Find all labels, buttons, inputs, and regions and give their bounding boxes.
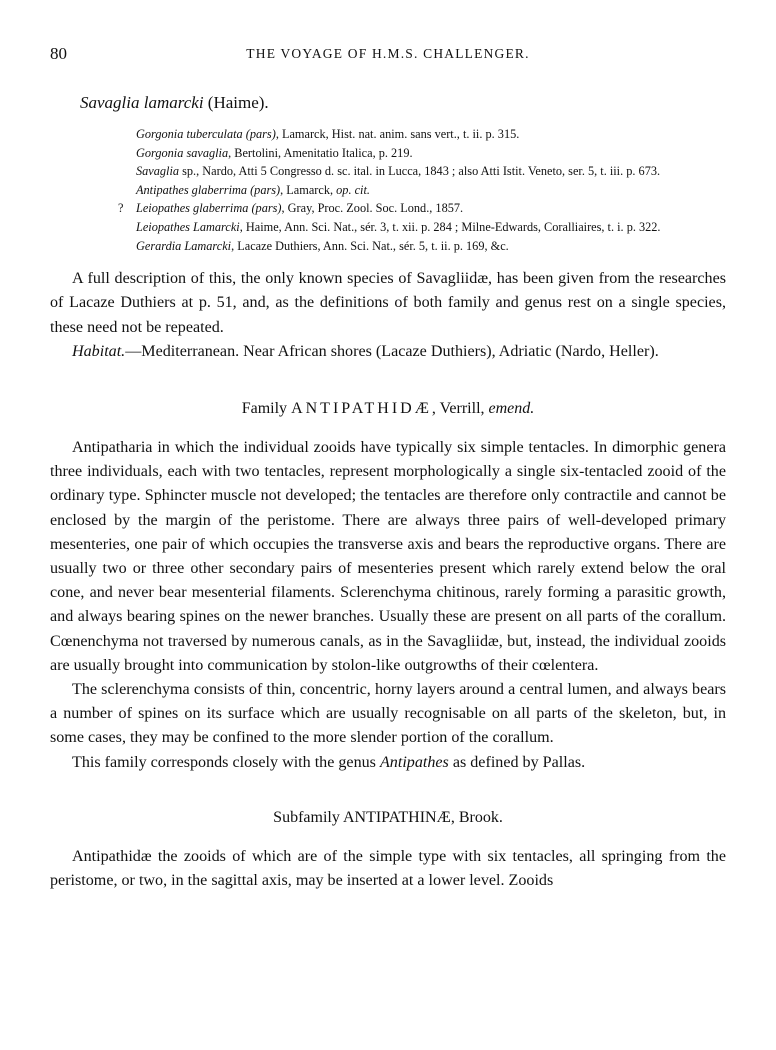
synonymy-citation: , Lamarck, Hist. nat. anim. sans vert., t. ii. p. 315. — [275, 127, 520, 141]
subfamily-body — [50, 845, 726, 893]
synonymy-taxon: Gorgonia savaglia — [136, 145, 229, 160]
synonymy-taxon: Leiopathes glaberrima (pars) — [136, 201, 282, 216]
species-title — [80, 93, 726, 113]
synonymy-taxon: Leiopathes Lamarcki — [136, 219, 240, 234]
synonymy-citation: sp., Nardo, Atti 5 Congresso d. sc. ital. in Lucca, 1843 ; also Atti Istit. Veneto, ser. 5, t. iii. p. 673. — [179, 164, 661, 179]
subfamily-prefix: Subfamily — [273, 808, 340, 826]
family-author: , Verrill, — [431, 399, 485, 417]
description-paragraph: A full description of this, the only known species of Savagliidæ, has been given from the researches of Lacaze Duthiers at p. 51, and, as the definitions of both family and genus rest on a single species, these need not be repeated. — [50, 270, 726, 336]
subfamily-author: , Brook. — [450, 808, 503, 826]
synonymy-citation: , Haime, Ann. Sci. Nat., sér. 3, t. xii. p. 284 ; Milne-Edwards, Coralliaires, t. i. p. 322. — [239, 219, 661, 234]
synonymy-citation: , Lamarck, — [280, 182, 337, 197]
synonymy-list — [118, 125, 726, 255]
subfamily-paragraph-1: Antipathidæ the zooids of which are of the simple type with six tentacles, all springing from the peristome, or two, in the sagittal axis, may be inserted at a lower level. Zooids — [50, 847, 726, 890]
synonymy-taxon: Gorgonia tuberculata (pars) — [136, 127, 276, 141]
family-paragraph-1: Antipatharia in which the individual zooids have typically six simple tentacles. In dimorphic genera three individuals, each with two tentacles, represent morphologically a single six-tentacled zooid of the ordinary type. Sphincter muscle not developed; the tentacles are therefore only contractile and cannot be enclosed by the margin of the peristome. There are always three pairs of well-developed primary mesenteries, one pair of which occupies the transverse axis and bears the reproductive organs. There are usually two or three other secondary pairs of mesenteries present which rarely extend below the oral cone, and never bear mesenterial filaments. Sclerenchyma chitinous, rarely forming a parasitic growth, and always bearing spines on the newer branches. Usually these are present on all parts of the corallum. Cœnenchyma not traversed by numerous canals, as in the Savagliidæ, but, instead, the individual zooids are usually brought into communication by stolon-like outgrowths of their cœlentera. — [50, 438, 726, 674]
species-name: Savaglia lamarcki — [80, 93, 204, 112]
family-p3-text-end: as defined by Pallas. — [448, 753, 586, 771]
subfamily-name: ANTIPATHINÆ — [342, 808, 451, 826]
family-prefix: Family — [241, 399, 288, 417]
family-heading — [50, 400, 726, 418]
species-body — [50, 267, 726, 364]
synonymy-entry — [136, 218, 726, 237]
family-p3-text: This family corresponds closely with the genus — [72, 753, 380, 771]
synonymy-entry — [136, 237, 726, 256]
synonymy-op-cit: op. cit. — [336, 182, 370, 197]
synonymy-taxon: Antipathes glaberrima (pars) — [136, 182, 281, 197]
synonymy-entry: ? Leiopathes glaberrima (pars), Gray, Proc. Zool. Soc. Lond., 1857. — [118, 201, 464, 216]
family-name: ANTIPATHIDÆ — [291, 399, 432, 417]
synonymy-entry — [136, 162, 726, 181]
synonymy-entry — [136, 144, 726, 163]
habitat-label: Habitat. — [72, 342, 126, 360]
synonymy-citation: , Lacaze Duthiers, Ann. Sci. Nat., sér. 5, t. ii. p. 169, &c. — [231, 238, 509, 253]
habitat-paragraph — [50, 340, 726, 364]
genus-name: Antipathes — [379, 753, 449, 771]
synonymy-taxon: Savaglia — [136, 164, 180, 179]
family-paragraph-2: The sclerenchyma consists of thin, concentric, horny layers around a central lumen, and always bears a number of spines on its surface which are usually recognisable on all parts of the skeleton, but, in some cases, they may be confined to the more slender portion of the corallum. — [50, 681, 726, 747]
synonymy-entry — [136, 125, 726, 144]
family-body — [50, 436, 726, 775]
synonymy-citation: , Gray, Proc. Zool. Soc. Lond., 1857. — [281, 201, 464, 216]
synonymy-entry — [136, 181, 726, 200]
family-note: emend. — [488, 399, 535, 417]
page — [50, 44, 726, 893]
species-author: (Haime). — [207, 93, 269, 112]
page-header — [50, 44, 726, 70]
synonymy-taxon: Gerardia Lamarcki — [136, 238, 232, 253]
family-paragraph-3 — [50, 751, 726, 775]
subfamily-heading — [50, 809, 726, 827]
synonymy-citation: , Bertolini, Amenitatio Italica, p. 219. — [228, 145, 413, 160]
running-title: THE VOYAGE OF H.M.S. CHALLENGER. — [246, 46, 530, 61]
habitat-text: —Mediterranean. Near African shores (Lacaze Duthiers), Adriatic (Nardo, Heller). — [125, 342, 659, 360]
page-number: 80 — [50, 44, 67, 63]
